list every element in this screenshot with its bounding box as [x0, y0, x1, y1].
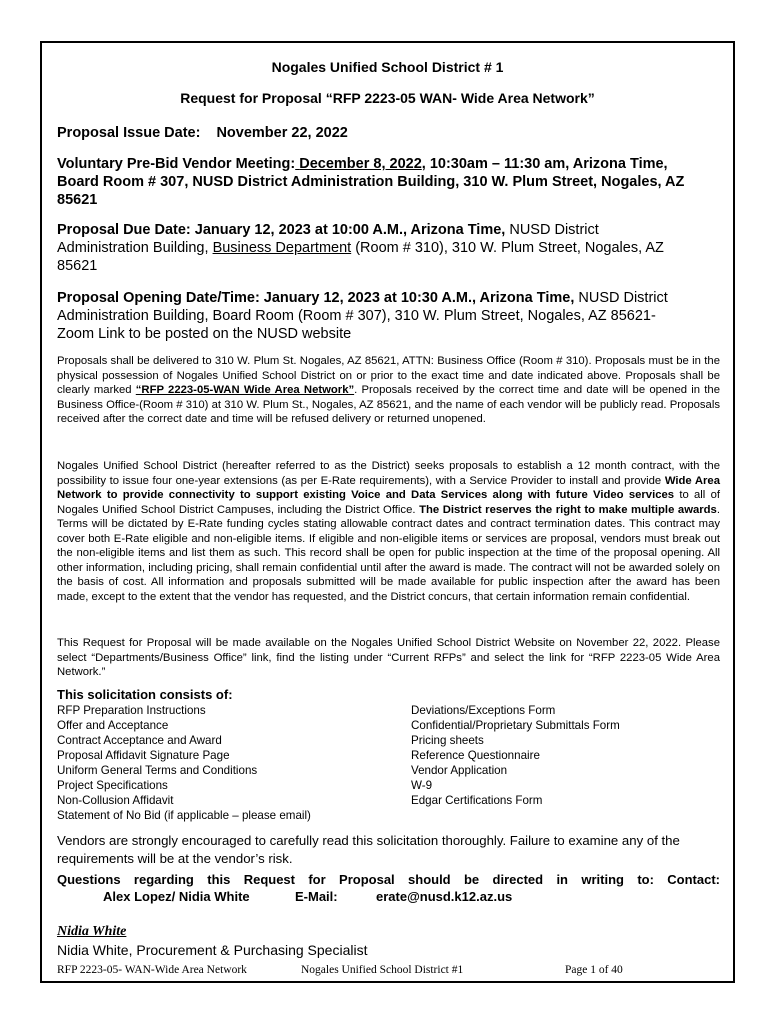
- meeting-line-3: 85621: [57, 192, 98, 208]
- solicitation-heading: This solicitation consists of:: [57, 687, 233, 702]
- opening-line-2: Administration Building, Board Room (Room # 307), 310 W. Plum Street, Nogales, AZ 85621-: [57, 308, 656, 324]
- opening-line-1: [57, 290, 668, 308]
- solicitation-list-right: [411, 703, 620, 808]
- list-item: Edgar Certifications Form: [411, 794, 543, 807]
- issue-date-value: November 22, 2022: [216, 125, 348, 141]
- opening-location: NUSD District: [574, 290, 668, 306]
- page-number: Page 1 of 40: [565, 964, 623, 976]
- due-location: NUSD District: [505, 222, 599, 238]
- list-item: Vendor Application: [411, 764, 508, 777]
- encourage-paragraph: Vendors are strongly encouraged to carefully read this solicitation thoroughly. Failure to examine any of the requirements will be at the vendor’s risk.: [57, 833, 680, 866]
- issue-date-line: [57, 125, 348, 143]
- rfp-title: Request for Proposal “RFP 2223-05 WAN- Wide Area Network”: [180, 90, 595, 106]
- issue-date-label: Proposal Issue Date:: [57, 125, 201, 141]
- footer-district: Nogales Unified School District #1: [301, 964, 464, 976]
- meeting-line-2: Board Room # 307, NUSD District Administration Building, 310 W. Plum Street, Nogales, AZ: [57, 174, 685, 190]
- list-item: Pricing sheets: [411, 734, 484, 747]
- email-label: E-Mail:: [295, 889, 338, 904]
- list-item: Offer and Acceptance: [57, 719, 169, 732]
- scope-paragraph: Nogales Unified School District (hereafter referred to as the District) seeks proposals to establish a 12 month contract, with the possibility to issue four one-year extensions (as per E-Rate requirements), with a Service Provider to install and provide Wide Area Network to provide connectivity to support existing Voice and Data Services along with future Video services to all of Nogales Unified School District Campuses, including the District Office. The District reserves the right to make multiple awards. Terms will be dictated by E-Rate funding cycles stating allowable contract dates and contract termination dates. This contract may cover both E-Rate eligible and non-eligible items. If eligible and non-eligible items or services are proposal, vendors must break out the non-eligible items and list them as such. This record shall be open for public inspection at the time of the proposal opening. All other information, including pricing, shall remain confidential until after the award is made. The contract will not be awarded solely on the basis of cost. All information and proposals submitted will be made available for public inspection after the award has been made, except to the extent that the vendor has requested, and the District concurs, that certain information remain confidential.: [57, 460, 720, 603]
- list-item: Uniform General Terms and Conditions: [57, 764, 258, 777]
- marking-label: “RFP 2223-05-WAN Wide Area Network”: [135, 384, 355, 396]
- questions-line: Questions regarding this Request for Proposal should be directed in writing to: Contact:: [57, 872, 720, 887]
- list-item: Project Specifications: [57, 779, 168, 792]
- contact-name: Alex Lopez/ Nidia White: [103, 889, 250, 904]
- list-item: Confidential/Proprietary Submittals Form: [411, 719, 620, 732]
- meeting-label: Voluntary Pre-Bid Vendor Meeting:: [57, 156, 296, 172]
- list-item: Contract Acceptance and Award: [57, 734, 222, 747]
- meeting-date: December 8, 2022: [299, 156, 422, 172]
- list-item: W-9: [411, 779, 433, 792]
- due-date-bold: Proposal Due Date: January 12, 2023 at 10:00 A.M., Arizona Time,: [57, 222, 506, 238]
- list-item: Deviations/Exceptions Form: [411, 704, 556, 717]
- list-item: Proposal Affidavit Signature Page: [57, 749, 230, 762]
- signer-name: Nidia White, Procurement & Purchasing Specialist: [57, 942, 368, 958]
- business-department: Business Department: [212, 240, 352, 256]
- due-line-1: [57, 222, 599, 240]
- list-item: Reference Questionnaire: [411, 749, 540, 762]
- solicitation-list-left: [57, 703, 311, 823]
- meeting-time: , 10:30am – 11:30 am, Arizona Time,: [421, 156, 668, 172]
- meeting-line-1: [57, 156, 668, 174]
- list-item: RFP Preparation Instructions: [57, 704, 206, 717]
- contact-email[interactable]: erate@nusd.k12.az.us: [376, 889, 513, 904]
- signature: Nidia White: [57, 924, 127, 939]
- district-title: Nogales Unified School District # 1: [271, 59, 504, 75]
- list-item: Non-Collusion Affidavit: [57, 794, 174, 807]
- opening-date-bold: Proposal Opening Date/Time: January 12, 2023 at 10:30 A.M., Arizona Time,: [57, 290, 575, 306]
- availability-paragraph: This Request for Proposal will be made available on the Nogales Unified School District Website on November 22, 2022. Please select “Departments/Business Office” link, find the listing under “Current RFPs” and select the link for “RFP 2223-05 Wide Area Network.”: [57, 637, 720, 678]
- due-line-3: 85621: [57, 258, 98, 274]
- delivery-paragraph: Proposals shall be delivered to 310 W. Plum St. Nogales, AZ 85621, ATTN: Business Office (Room # 310). Proposals must be in the physical possession of Nogales Unified School District on or prior to the exact time and date indicated above. Proposals shall be clearly marked “RFP 2223-05-WAN Wide Area Network”. Proposals received by the correct time and date will be opened in the Business Office-(Room # 310) at 310 W. Plum St., Nogales, AZ 85621, and the name of each vendor will be publicly read. Proposals received after the correct date and time will be refused delivery or returned unopened.: [57, 355, 720, 425]
- footer-rfp: RFP 2223-05- WAN-Wide Area Network: [57, 964, 247, 976]
- opening-line-3: Zoom Link to be posted on the NUSD website: [57, 326, 352, 342]
- due-line-2: Administration Building, Business Department (Room # 310), 310 W. Plum Street, Nogales, AZ: [57, 240, 664, 256]
- list-item: Statement of No Bid (if applicable – please email): [57, 809, 311, 822]
